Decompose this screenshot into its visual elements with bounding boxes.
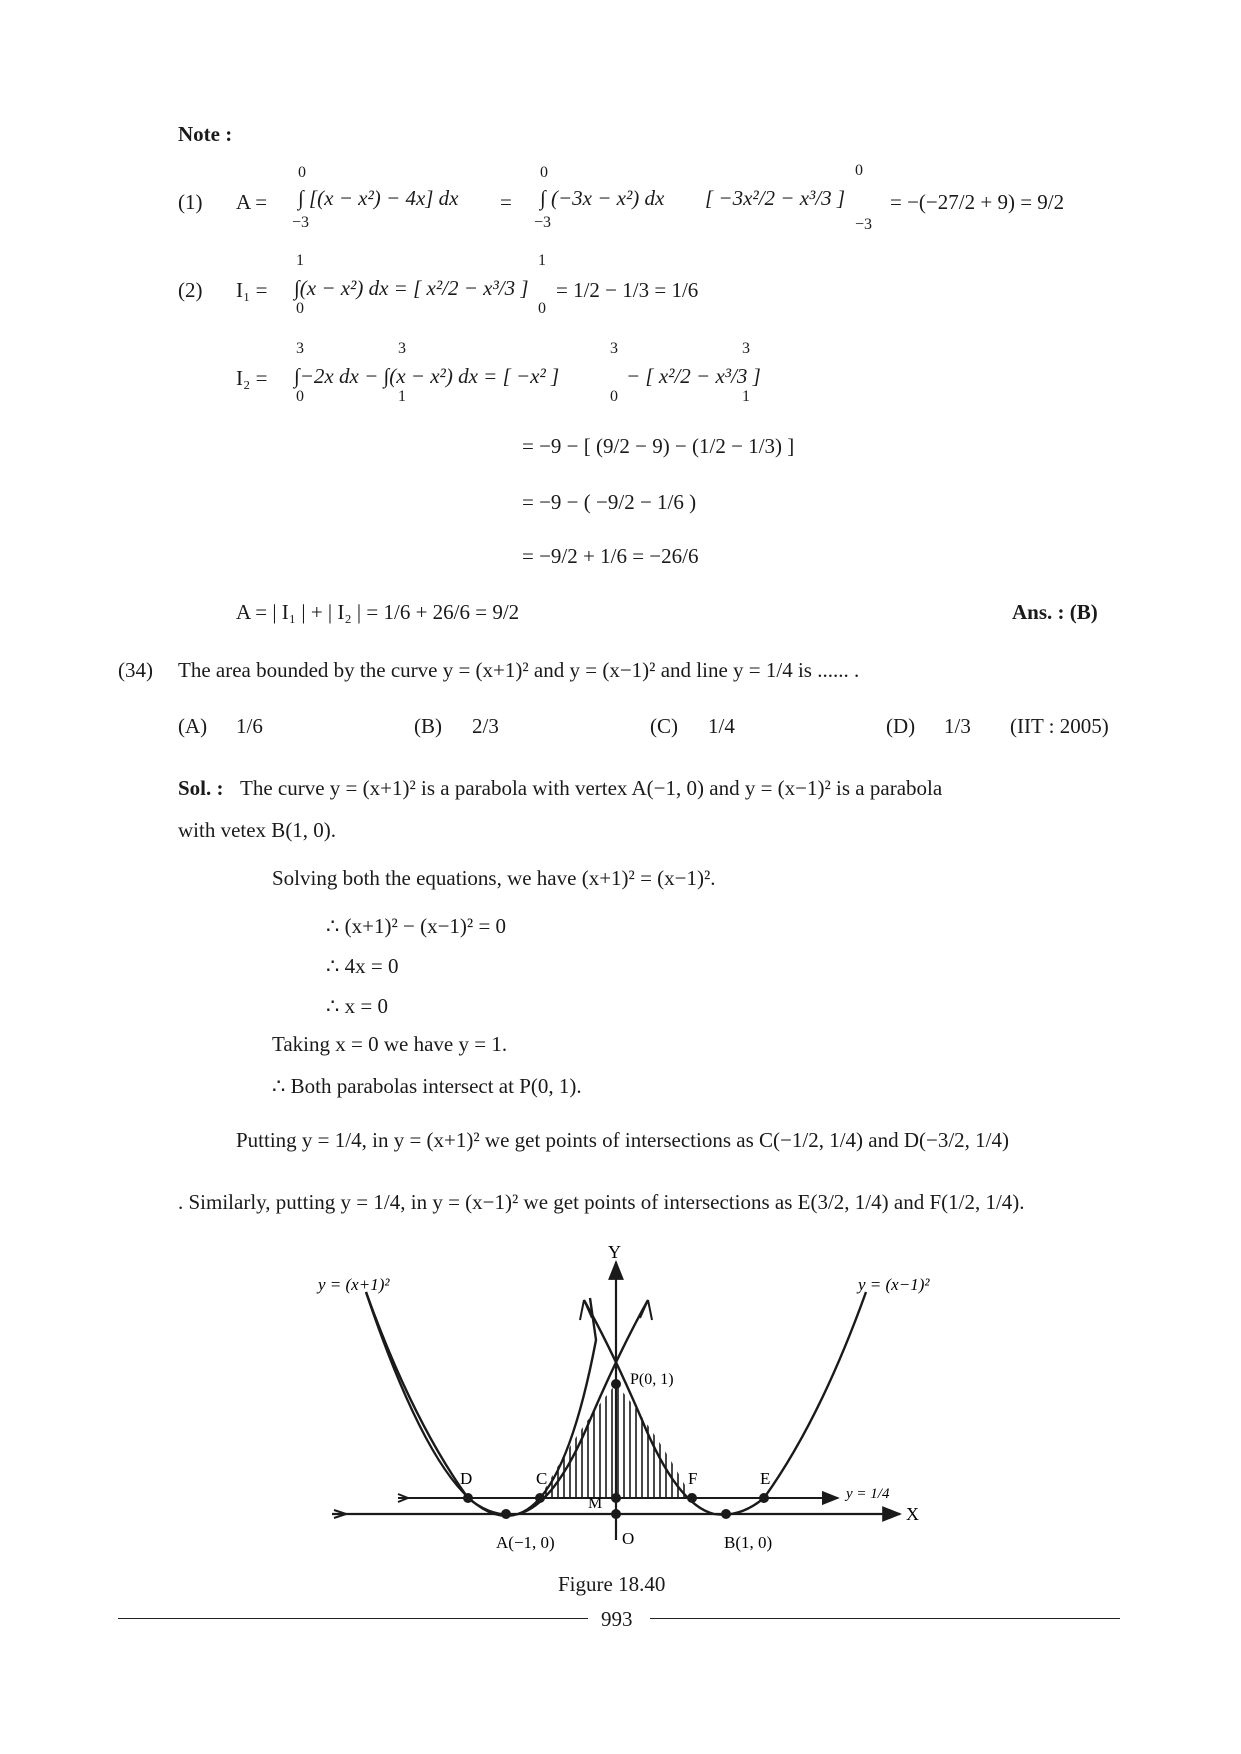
curve-left-parabola	[366, 1292, 596, 1516]
note-line3-b1-upper: 3	[610, 340, 618, 357]
line-y-quarter-label: y = 1/4	[846, 1486, 890, 1502]
page-number: 993	[601, 1607, 633, 1631]
note-step-1: = −9 − [ (9/2 − 9) − (1/2 − 1/3) ]	[522, 434, 795, 458]
point-P-dot	[611, 1379, 621, 1389]
note-line1-eq: =	[500, 190, 512, 214]
solution-line-1: The curve y = (x+1)² is a parabola with vertex A(−1, 0) and y = (x−1)² is a parabola	[240, 776, 943, 800]
solution-line-7: Taking x = 0 we have y = 1.	[272, 1032, 508, 1056]
solution-line-4: ∴ (x+1)² − (x−1)² = 0	[326, 914, 507, 938]
point-F-label: F	[688, 1469, 698, 1488]
note-line1-int2-lower: −3	[534, 214, 552, 231]
option-c-value: 1/4	[708, 714, 735, 738]
note-line3-mid: − [ x²/2 − x³/3 ]	[626, 364, 761, 388]
note-line3-b1-lower: 0	[610, 388, 618, 405]
note-line2-result: = 1/2 − 1/3 = 1/6	[556, 278, 699, 302]
note-line1-bracket-upper: 0	[855, 162, 863, 179]
note-line1-int1-upper: 0	[298, 164, 306, 181]
note-line2-body: ∫(x − x²) dx = [ x²/2 − x³/3 ]	[294, 276, 529, 300]
curve-right-parabola	[584, 1292, 866, 1515]
note-line1-int1-lower: −3	[292, 214, 310, 231]
note-line2-number: (2)	[178, 278, 203, 302]
note-line3-lhs: I₂ =	[236, 366, 268, 390]
option-a-label: (A)	[178, 714, 208, 738]
note-line2-bracket-lower: 0	[538, 300, 546, 317]
note-line1-lhs: A =	[236, 190, 268, 214]
curve-left-label: y = (x+1)²	[318, 1275, 390, 1294]
note-line1-int2-body: ∫ (−3x − x²) dx	[540, 186, 665, 210]
solution-line-6: ∴ x = 0	[326, 994, 388, 1018]
x-axis-label: X	[906, 1504, 919, 1524]
solution-line-5: ∴ 4x = 0	[326, 954, 399, 978]
note-line3-int1-upper: 3	[296, 340, 304, 357]
note-heading: Note :	[178, 122, 233, 146]
note-line1-int2-upper: 0	[540, 164, 548, 181]
note-line1-result: = −(−27/2 + 9) = 9/2	[890, 190, 1065, 214]
point-O-label: O	[622, 1529, 635, 1548]
note-line2-int-upper: 1	[296, 252, 304, 269]
solution-line-8: ∴ Both parabolas intersect at P(0, 1).	[272, 1074, 582, 1098]
note-step-3: = −9/2 + 1/6 = −26/6	[522, 544, 699, 568]
point-B-label: B(1, 0)	[724, 1533, 773, 1552]
y-axis-label: Y	[608, 1242, 621, 1262]
footer-rule-right	[650, 1618, 1120, 1619]
solution-line-2: with vetex B(1, 0).	[178, 818, 337, 842]
point-D-label: D	[460, 1469, 473, 1488]
footer-rule-left	[118, 1618, 588, 1619]
option-b-value: 2/3	[472, 714, 499, 738]
point-M-dot	[611, 1493, 621, 1503]
note-step-2: = −9 − ( −9/2 − 1/6 )	[522, 490, 697, 514]
note-line3-int1-lower: 0	[296, 388, 304, 405]
note-line3-b2-upper: 3	[742, 340, 750, 357]
note-line1-bracket: [ −3x²/2 − x³/3 ]	[705, 186, 846, 210]
note-line3-body: ∫−2x dx − ∫(x − x²) dx = [ −x² ]	[294, 364, 560, 388]
solution-line-10: . Similarly, putting y = 1/4, in y = (x−1)² we get points of intersections as E(3/2, 1/4) and F(1/2, 1/4).	[178, 1190, 1025, 1214]
point-C-dot	[535, 1493, 545, 1503]
note-line1-bracket-lower: −3	[855, 216, 873, 233]
option-d-label: (D)	[886, 714, 916, 738]
shaded-region	[546, 1380, 690, 1500]
note-line2-lhs: I₁ =	[236, 278, 268, 302]
point-O-dot	[611, 1509, 621, 1519]
figure-caption: Figure 18.40	[558, 1572, 666, 1596]
note-final: A = | I₁ | + | I₂ | = 1/6 + 26/6 = 9/2	[236, 600, 520, 624]
point-A-dot	[501, 1509, 511, 1519]
point-F-dot	[687, 1493, 697, 1503]
option-b-label: (B)	[414, 714, 442, 738]
point-C-label: C	[536, 1469, 548, 1488]
question-text: The area bounded by the curve y = (x+1)² and y = (x−1)² and line y = 1/4 is ...... .	[178, 658, 860, 682]
note-line1-int1-body: ∫ [(x − x²) − 4x] dx	[298, 186, 459, 210]
question-number: (34)	[118, 658, 153, 682]
point-B-dot	[721, 1509, 731, 1519]
option-c-label: (C)	[650, 714, 678, 738]
note-line3-int2-lower: 1	[398, 388, 406, 405]
solution-line-9: Putting y = 1/4, in y = (x+1)² we get points of intersections as C(−1/2, 1/4) and D(−3/2, 1/4)	[236, 1128, 1010, 1152]
point-E-dot	[759, 1493, 769, 1503]
solution-label: Sol. :	[178, 776, 224, 800]
point-A-label: A(−1, 0)	[496, 1533, 555, 1552]
point-M-label: M	[588, 1495, 603, 1512]
option-a-value: 1/6	[236, 714, 263, 738]
point-E-label: E	[760, 1469, 771, 1488]
option-d-value: 1/3	[944, 714, 971, 738]
note-line3-int2-upper: 3	[398, 340, 406, 357]
note-line3-b2-lower: 1	[742, 388, 750, 405]
curve-right-label: y = (x−1)²	[858, 1275, 930, 1294]
point-P-label: P(0, 1)	[630, 1371, 674, 1388]
point-D-dot	[463, 1493, 473, 1503]
note-answer: Ans. : (B)	[1012, 600, 1098, 624]
note-line2-bracket-upper: 1	[538, 252, 546, 269]
note-line1-number: (1)	[178, 190, 203, 214]
solution-line-3: Solving both the equations, we have (x+1)² = (x−1)².	[272, 866, 716, 890]
question-source: (IIT : 2005)	[1010, 714, 1109, 738]
note-line2-int-lower: 0	[296, 300, 304, 317]
